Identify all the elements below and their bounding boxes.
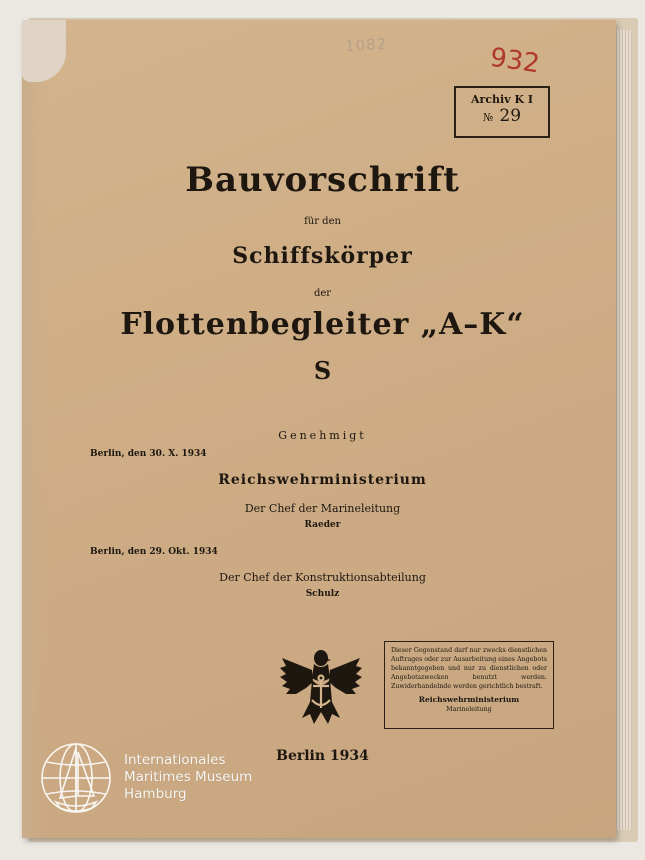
archive-stamp: [454, 86, 550, 138]
red-ink-number: 932: [488, 42, 542, 80]
ship-globe-logo-icon: [38, 738, 114, 818]
place-and-year: Berlin 1934: [276, 748, 369, 764]
restriction-notice: [384, 641, 554, 729]
museum-line-1: Internationales: [124, 752, 226, 768]
cover-title: Bauvorschrift: [185, 160, 460, 200]
line-fuer-den: für den: [304, 216, 341, 227]
signature-schulz: Schulz: [305, 589, 340, 599]
approval-date-2: Berlin, den 29. Okt. 1934: [90, 547, 218, 557]
archive-number-line: [456, 106, 548, 126]
museum-watermark: [124, 752, 252, 803]
chief-naval-command: Der Chef der Marineleitung: [244, 502, 401, 515]
notice-text: Dieser Gegenstand darf nur zwecks dienstlichen Auftrages oder zur Ausarbeitung eines Angebots bekanntgegeben und nur zu dienstlichen oder Angebotszwecken benutzt werden. Zuwiderhandelnde werden gerichtlich bestraft.: [391, 647, 547, 690]
chief-construction-dept: Der Chef der Konstruktionsabteilung: [219, 571, 426, 584]
museum-line-2: Maritimes Museum: [124, 769, 253, 785]
line-der: der: [313, 288, 332, 299]
number-sign: №: [482, 111, 494, 124]
notice-office: Marineleitung: [446, 706, 492, 713]
line-schiffskoerper: Schiffskörper: [232, 243, 413, 269]
approval-date-1: Berlin, den 30. X. 1934: [90, 449, 207, 459]
approved-label: Genehmigt: [278, 429, 367, 442]
line-s: S: [313, 356, 332, 385]
ministry-heading: Reichswehrministerium: [218, 472, 427, 488]
archive-number: 29: [499, 106, 522, 126]
signature-raeder: Raeder: [304, 520, 341, 530]
notice-ministry: Reichswehrministerium: [418, 695, 520, 704]
museum-line-3: Hamburg: [124, 786, 187, 802]
eagle-anchor-emblem-icon: [276, 644, 366, 734]
line-vessel-type: Flottenbegleiter „A–K“: [120, 307, 525, 342]
pencil-annotation: 1082: [344, 34, 388, 56]
archive-label: Archiv K I: [471, 93, 533, 106]
